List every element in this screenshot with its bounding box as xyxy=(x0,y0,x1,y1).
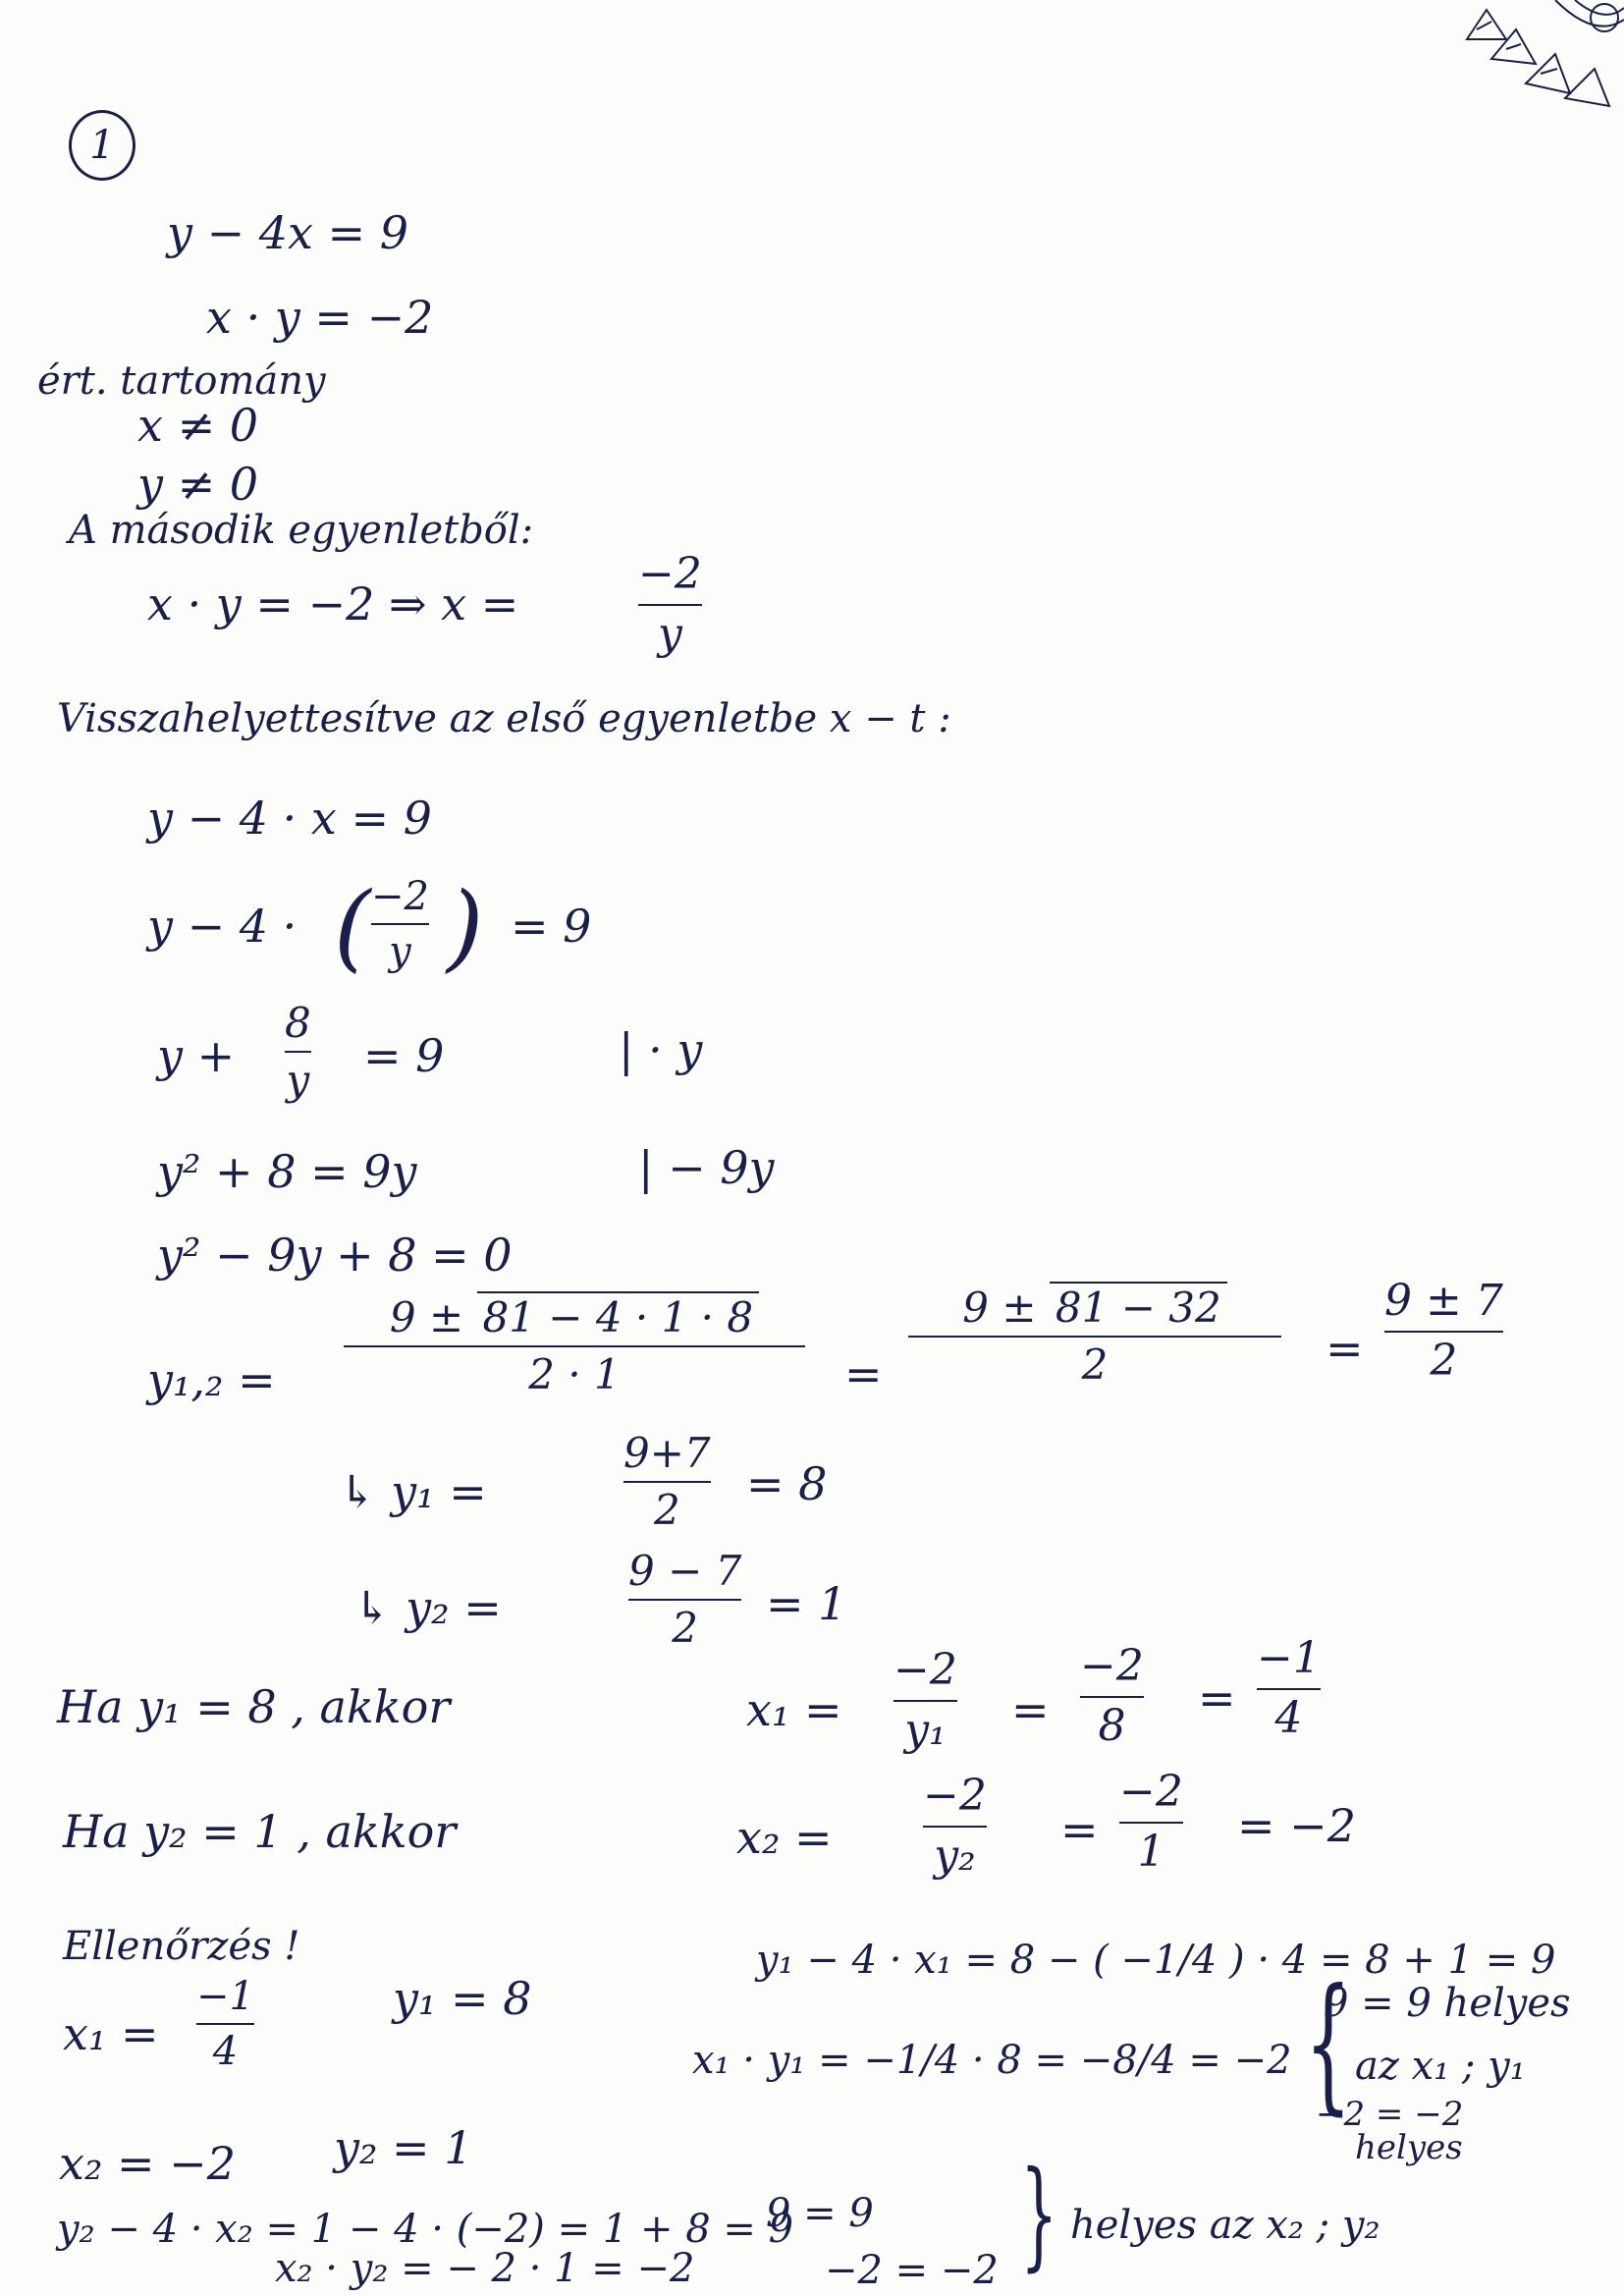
check-result-4: helyes xyxy=(1355,2128,1463,2167)
check-line-4: x₂ · y₂ = − 2 · 1 = −2 xyxy=(275,2246,695,2291)
step-4: y² + 8 = 9y xyxy=(157,1145,417,1198)
brace-2-icon: } xyxy=(1020,2147,1058,2283)
root-y2-label: ↳ y₂ = xyxy=(353,1581,502,1634)
second-equation-label: A második egyenletből: xyxy=(69,508,534,553)
check-line-3b: 9 = 9 xyxy=(766,2191,874,2236)
second-equation-expr: x · y = −2 ⇒ x = xyxy=(147,577,519,630)
domain-title: ért. tartomány xyxy=(37,358,326,404)
equals-sign-1: = xyxy=(844,1347,883,1400)
equation-1: y − 4x = 9 xyxy=(167,206,409,259)
case-2-eq-a: = xyxy=(1060,1803,1099,1856)
case-1-eq-a: = xyxy=(1011,1683,1050,1736)
quadratic-fraction-2: 9 ± 81 − 32 2 xyxy=(908,1285,1281,1390)
corner-doodle-icon xyxy=(1447,0,1624,108)
check-x1-fraction: −1 4 xyxy=(196,1974,254,2074)
check-y2: y₂ = 1 xyxy=(334,2121,473,2174)
check-result-2: az x₁ ; y₁ xyxy=(1355,2044,1526,2089)
check-line-3: y₂ − 4 · x₂ = 1 − 4 · (−2) = 1 + 8 = 9 xyxy=(57,2207,794,2252)
check-line-1: y₁ − 4 · x₁ = 8 − ( −1/4 ) · 4 = 8 + 1 = 9 xyxy=(756,1938,1556,1983)
quadratic-fraction-3: 9 ± 7 2 xyxy=(1384,1276,1503,1386)
case-1-text: Ha y₁ = 8 , akkor xyxy=(57,1680,451,1733)
step-5: y² − 9y + 8 = 0 xyxy=(157,1229,513,1282)
quadratic-label: y₁,₂ = xyxy=(147,1353,276,1406)
case-2-result: = −2 xyxy=(1237,1799,1356,1852)
equation-2: x · y = −2 xyxy=(206,291,434,344)
root-y2-result: = 1 xyxy=(766,1577,847,1630)
check-y1: y₁ = 8 xyxy=(393,1972,532,2025)
check-label: Ellenőrzés ! xyxy=(63,1924,300,1969)
step-3-operation: | · y xyxy=(619,1023,703,1076)
domain-condition-x: x ≠ 0 xyxy=(137,399,258,452)
step-3-post: = 9 xyxy=(363,1029,445,1082)
check-line-2: x₁ · y₁ = −1/4 · 8 = −8/4 = −2 xyxy=(692,2038,1292,2083)
root-y2-fraction: 9 − 7 2 xyxy=(628,1547,742,1653)
case-1-eq-b: = xyxy=(1198,1671,1236,1724)
step-1: y − 4 · x = 9 xyxy=(147,792,432,845)
check-x2: x₂ = −2 xyxy=(59,2137,236,2190)
check-x1-label: x₁ = xyxy=(63,2007,159,2060)
check-line-4b: −2 = −2 xyxy=(825,2248,999,2293)
case-1-fraction-b: −2 8 xyxy=(1080,1641,1144,1751)
case-2-text: Ha y₂ = 1 , akkor xyxy=(63,1805,457,1858)
domain-condition-y: y ≠ 0 xyxy=(137,458,259,511)
case-1-fraction-c: −1 4 xyxy=(1257,1633,1321,1743)
case-2-fraction-b: −2 1 xyxy=(1119,1767,1183,1877)
step-2-pre: y − 4 · xyxy=(147,900,298,953)
case-1-fraction-a: −2 y₁ xyxy=(893,1645,957,1755)
paren-open: ( xyxy=(334,872,371,982)
case-1-x-label: x₁ = xyxy=(746,1683,842,1736)
x-fraction: −2 y xyxy=(638,549,702,659)
check-result-3: −2 = −2 xyxy=(1316,2095,1464,2134)
step-3-pre: y + xyxy=(157,1029,236,1082)
substitution-label: Visszahelyettesítve az első egyenletbe x − t : xyxy=(57,696,951,741)
root-y1-label: ↳ y₁ = xyxy=(339,1465,487,1518)
brace-1-icon: { xyxy=(1304,1958,1352,2129)
case-2-x-label: x₂ = xyxy=(736,1811,833,1864)
step-2-fraction: −2 y xyxy=(371,874,429,974)
step-3-fraction: 8 y xyxy=(285,999,311,1105)
step-2-post: = 9 xyxy=(511,900,592,953)
check-result-1: 9 = 9 helyes xyxy=(1324,1981,1571,2026)
case-2-fraction-a: −2 y₂ xyxy=(923,1771,987,1881)
root-y1-result: = 8 xyxy=(746,1457,828,1510)
step-4-operation: | − 9y xyxy=(638,1141,775,1194)
quadratic-fraction-1: 9 ± 81 − 4 · 1 · 8 2 · 1 xyxy=(344,1294,805,1399)
root-y1-fraction: 9+7 2 xyxy=(623,1429,711,1535)
equals-sign-2: = xyxy=(1326,1322,1364,1375)
paren-close: ) xyxy=(447,872,484,982)
check-result-5: helyes az x₂ ; y₂ xyxy=(1070,2203,1380,2248)
problem-number: 1 xyxy=(69,110,135,181)
